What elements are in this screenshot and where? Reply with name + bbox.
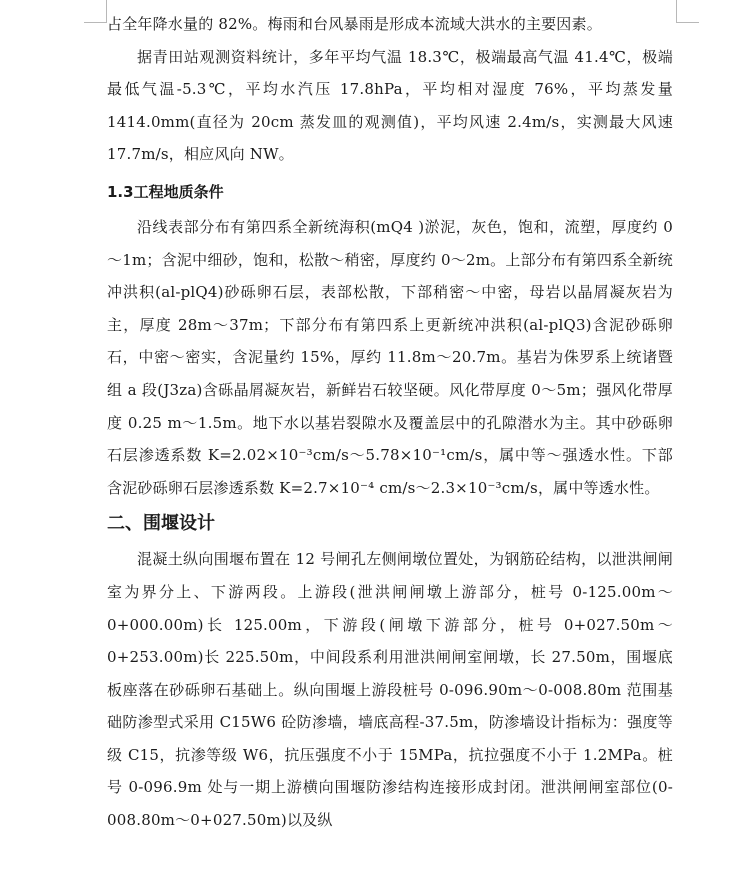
page-corner-mark-top-right	[676, 0, 699, 23]
document-body	[107, 8, 673, 837]
paragraph-geology: 沿线表部分布有第四系全新统海积(mQ4 )淤泥，灰色，饱和，流塑，厚度约 0～1m；含泥中细砂，饱和，松散～稍密，厚度约 0～2m。上部分布有第四系全新统冲洪积(al-plQ4)砂砾卵石层，表部松散，下部稍密～中密，母岩以晶屑凝灰岩为主，厚度 28m～37m；下部分布有第四系上更新统冲洪积(al-plQ3)含泥砂砾卵石，中密～密实，含泥量约 15%，厚约 11.8m～20.7m。基岩为侏罗系上统诸暨组 a 段(J3za)含砾晶屑凝灰岩，新鲜岩石较坚硬。风化带厚度 0～5m；强风化带厚度 0.25 m～1.5m。地下水以基岩裂隙水及覆盖层中的孔隙潜水为主。其中砂砾卵石层渗透系数 K=2.02×10⁻³cm/s～5.78×10⁻¹cm/s，属中等～强透水性。下部含泥砂砾卵石层渗透系数 K=2.7×10⁻⁴ cm/s～2.3×10⁻³cm/s，属中等透水性。	[107, 217, 673, 497]
page-corner-mark-top-left	[84, 0, 107, 23]
heading-cofferdam-design: 二、围堰设计	[107, 513, 215, 535]
paragraph-climate: 据青田站观测资料统计，多年平均气温 18.3℃，极端最高气温 41.4℃，极端最低气温-5.3℃，平均水汽压 17.8hPa，平均相对湿度 76%，平均蒸发量 1414.0mm(直径为 20cm 蒸发皿的观测值)，平均风速 2.4m/s，实测最大风速 17.7m/s，相应风向 NW。	[107, 47, 673, 164]
paragraph-rainfall-continuation: 占全年降水量的 82%。梅雨和台风暴雨是形成本流域大洪水的主要因素。	[107, 15, 602, 33]
paragraph-cofferdam: 混凝土纵向围堰布置在 12 号闸孔左侧闸墩位置处，为钢筋砼结构，以泄洪闸闸室为界分上、下游两段。上游段(泄洪闸闸墩上游部分，桩号 0-125.00m～0+000.00m)长 125.00m，下游段(闸墩下游部分，桩号 0+027.50m～0+253.00m)长 225.50m，中间段系利用泄洪闸闸室闸墩，长 27.50m，围堰底板座落在砂砾卵石基础上。纵向围堰上游段桩号 0-096.90m～0-008.80m 范围基础防渗型式采用 C15W6 砼防渗墙，墙底高程-37.5m，防渗墙设计指标为：强度等级 C15，抗渗等级 W6，抗压强度不小于 15MPa，抗拉强度不小于 1.2MPa。桩号 0-096.9m 处与一期上游横向围堰防渗结构连接形成封闭。泄洪闸闸室部位(0-008.80m～0+027.50m)以及纵	[107, 550, 673, 830]
heading-engineering-geology: 1.3工程地质条件	[107, 182, 224, 201]
